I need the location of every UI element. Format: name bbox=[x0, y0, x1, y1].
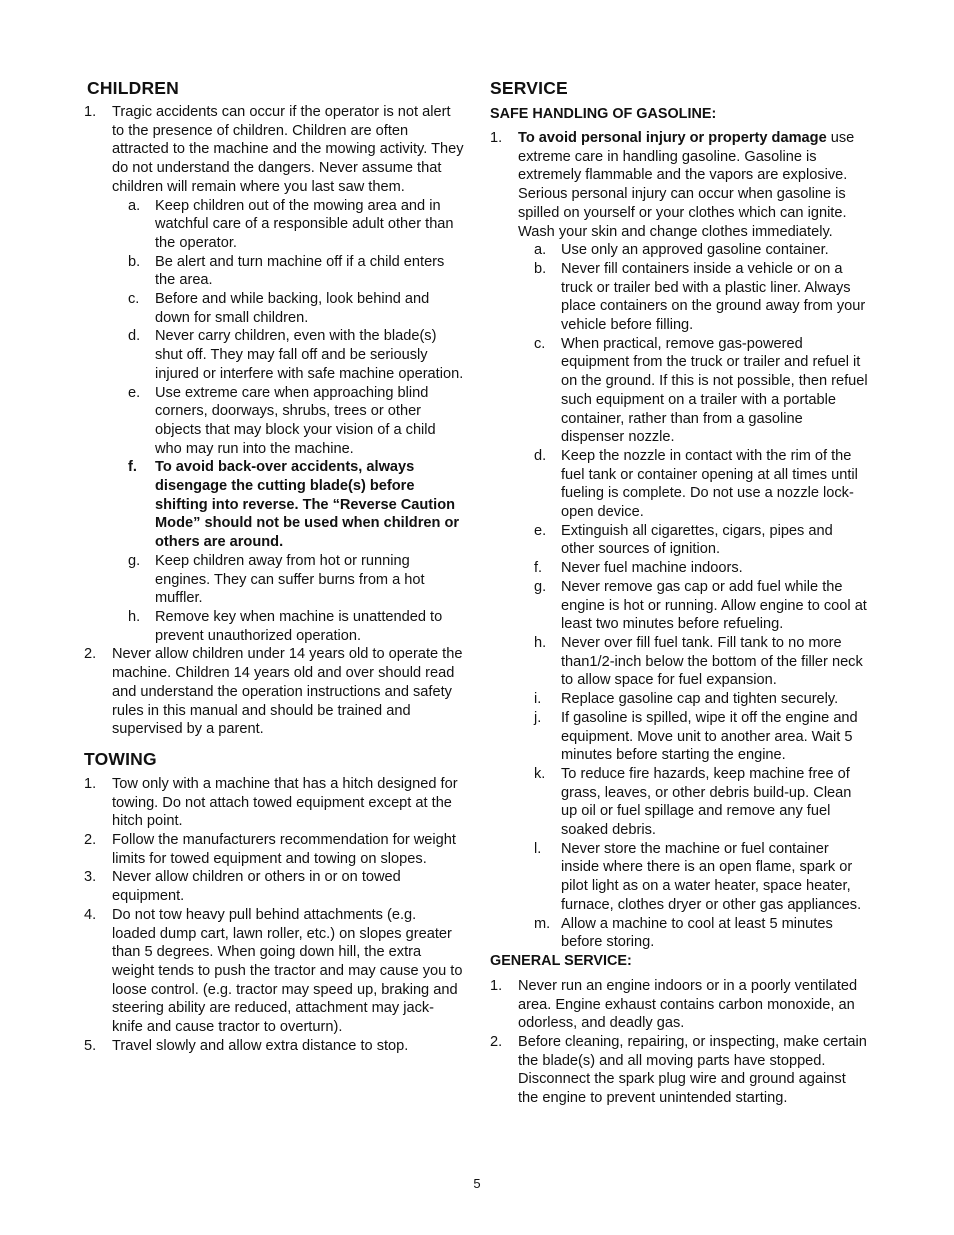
item-text: Do not tow heavy pull behind attachments (e.g. loaded dump cart, lawn roller, etc.) on slopes greater than 5 degrees. When going down hill, the extra weight tends to push the tractor and may cause you to loose control. (e.g. tractor may speed up, braking and steering ability are reduced, attachment may jack-knife and cause tractor to overturn). bbox=[112, 906, 463, 1036]
gasoline-subitem-j bbox=[490, 709, 870, 765]
subitem-letter: a. bbox=[534, 242, 547, 259]
subitem-text: Keep the nozzle in contact with the rim of the fuel tank or container opening at all times until fueling is complete. Do not use a nozzle lock-open device. bbox=[561, 447, 858, 521]
item-number: 1. bbox=[84, 775, 97, 792]
subitem-letter: e. bbox=[534, 522, 547, 539]
subitem-letter: g. bbox=[128, 552, 141, 569]
subitem-letter: a. bbox=[128, 197, 141, 214]
item-number: 3. bbox=[84, 869, 97, 886]
item-text: Travel slowly and allow extra distance to stop. bbox=[112, 1037, 409, 1054]
item-text: Tow only with a machine that has a hitch designed for towing. Do not attach towed equipment except at the hitch point. bbox=[112, 775, 458, 830]
item-number: 2. bbox=[84, 646, 97, 663]
right-column bbox=[490, 76, 870, 1108]
towing-heading: TOWING bbox=[84, 748, 157, 769]
subitem-letter: m. bbox=[534, 915, 551, 932]
item-text: Never run an engine indoors or in a poorly ventilated area. Engine exhaust contains carbon monoxide, an odorless, and deadly gas. bbox=[518, 977, 858, 1032]
children-subitem-e bbox=[84, 384, 464, 459]
subitem-letter: h. bbox=[128, 608, 141, 625]
children-heading: CHILDREN bbox=[87, 78, 180, 98]
subitem-text: When practical, remove gas-powered equipment from the truck or trailer and refuel it on the ground. If this is not possible, then refuel such equipment on a trailer with a portable container, rather than from a gasoline dispenser nozzle. bbox=[561, 335, 868, 446]
children-subitem-c bbox=[84, 290, 464, 327]
subitem-letter: f. bbox=[128, 459, 137, 476]
children-subitem-h bbox=[84, 608, 464, 645]
towing-item-4 bbox=[84, 906, 464, 1037]
towing-item-5 bbox=[84, 1037, 464, 1056]
children-subitem-g bbox=[84, 552, 464, 608]
gasoline-subitem-b bbox=[490, 260, 870, 335]
general-service-item-2 bbox=[490, 1033, 870, 1108]
subitem-letter: h. bbox=[534, 634, 547, 651]
subitem-text: Before and while backing, look behind and down for small children. bbox=[155, 291, 430, 326]
subitem-text: Use extreme care when approaching blind corners, doorways, shrubs, trees or other objects that may block your vision of a child who may run into the machine. bbox=[155, 384, 436, 457]
subitem-letter: d. bbox=[534, 447, 547, 464]
general-service-list bbox=[490, 977, 870, 1108]
item-number: 2. bbox=[490, 1034, 503, 1051]
towing-item-2 bbox=[84, 831, 464, 868]
children-list bbox=[84, 103, 464, 739]
gasoline-item-1 bbox=[490, 129, 870, 241]
towing-item-1 bbox=[84, 775, 464, 831]
subitem-text: Never fill containers inside a vehicle or on a truck or trailer bed with a plastic liner. Always place containers on the ground away from your vehicle before filling. bbox=[561, 260, 866, 334]
gasoline-list bbox=[490, 129, 870, 952]
subitem-text: Use only an approved gasoline container. bbox=[561, 242, 829, 259]
service-heading: SERVICE bbox=[490, 78, 568, 98]
gasoline-subitem-g bbox=[490, 578, 870, 634]
gasoline-subitem-m bbox=[490, 915, 870, 952]
towing-list bbox=[84, 775, 464, 1056]
subitem-text: Never store the machine or fuel container inside where there is an open flame, spark or pilot light as on a water heater, space heater, furnace, clothes dryer or other gas appliances. bbox=[561, 840, 862, 913]
item-text: Never allow children under 14 years old to operate the machine. Children 14 years old and over should read and understand the operation instructions and safety rules in this manual and should be trained and supervised by a parent. bbox=[112, 646, 463, 738]
subitem-text: Never remove gas cap or add fuel while the engine is hot or running. Allow engine to cool at least two minutes before refueling. bbox=[561, 578, 867, 633]
gasoline-subitem-e bbox=[490, 522, 870, 559]
gasoline-subitem-f bbox=[490, 559, 870, 578]
general-service-item-1 bbox=[490, 977, 870, 1033]
gasoline-subitem-h bbox=[490, 634, 870, 690]
item-text: Tragic accidents can occur if the operator is not alert to the presence of children. Children are often attracted to the machine and the mowing activity. They do not understand the dangers. Never assume that children will remain where you last saw them. bbox=[112, 104, 464, 195]
subitem-text: Remove key when machine is unattended to prevent unauthorized operation. bbox=[155, 608, 443, 644]
gasoline-subitem-k bbox=[490, 765, 870, 840]
item-number: 1. bbox=[490, 977, 503, 994]
subitem-text: Keep children out of the mowing area and in watchful care of a responsible adult other than the operator. bbox=[155, 197, 454, 251]
children-subitem-f-warning bbox=[84, 458, 464, 552]
children-item-1 bbox=[84, 103, 464, 197]
gasoline-subitem-d bbox=[490, 447, 870, 522]
item-number: 5. bbox=[84, 1037, 97, 1054]
subitem-letter: j. bbox=[534, 709, 542, 726]
subitem-letter: l. bbox=[534, 840, 542, 857]
children-subitem-b bbox=[84, 253, 464, 290]
general-service-heading: GENERAL SERVICE: bbox=[490, 952, 632, 969]
item-text: Follow the manufacturers recommendation for weight limits for towed equipment and towing on slopes. bbox=[112, 832, 456, 867]
subitem-text: Keep children away from hot or running engines. They can suffer burns from a hot muffler. bbox=[155, 552, 425, 607]
subitem-text: To avoid back-over accidents, always disengage the cutting blade(s) before shifting into reverse. The “Reverse Caution Mode” should not be used when children or others are around. bbox=[155, 459, 460, 551]
gasoline-subitem-l bbox=[490, 840, 870, 915]
subitem-text: If gasoline is spilled, wipe it off the engine and equipment. Move unit to another area. Wait 5 minutes before starting the engine. bbox=[561, 709, 858, 764]
subitem-letter: b. bbox=[128, 253, 141, 270]
item-number: 4. bbox=[84, 906, 97, 923]
item-text: use extreme care in handling gasoline. Gasoline is extremely flammable and the vapors are explosive. Serious personal injury can occur when gasoline is spilled on yourself or your clothes which can ignite. Wash your skin and change clothes immediately. bbox=[518, 130, 855, 240]
subitem-letter: c. bbox=[534, 335, 546, 352]
subitem-letter: g. bbox=[534, 578, 547, 595]
subitem-text: Be alert and turn machine off if a child enters the area. bbox=[155, 253, 445, 289]
item-number: 1. bbox=[490, 130, 503, 146]
children-subitem-a bbox=[84, 197, 464, 253]
gasoline-heading: SAFE HANDLING OF GASOLINE: bbox=[490, 106, 717, 122]
left-column bbox=[84, 76, 464, 1055]
subitem-text: Allow a machine to cool at least 5 minutes before storing. bbox=[561, 915, 833, 951]
page-number: 5 bbox=[473, 1176, 481, 1191]
subitem-letter: e. bbox=[128, 384, 141, 401]
subitem-text: Never fuel machine indoors. bbox=[561, 560, 743, 577]
subitem-letter: i. bbox=[534, 691, 542, 708]
towing-item-3 bbox=[84, 868, 464, 905]
children-item-2 bbox=[84, 645, 464, 739]
subitem-letter: k. bbox=[534, 765, 546, 782]
gasoline-subitem-i bbox=[490, 690, 870, 709]
item-text: Before cleaning, repairing, or inspecting, make certain the blade(s) and all moving parts have stopped. Disconnect the spark plug wire and ground against the engine to prevent unintended starting. bbox=[518, 1034, 867, 1107]
subitem-text: Extinguish all cigarettes, cigars, pipes and other sources of ignition. bbox=[561, 522, 833, 558]
subitem-letter: f. bbox=[534, 560, 543, 577]
item-text: Never allow children or others in or on towed equipment. bbox=[112, 869, 401, 905]
subitem-text: Never carry children, even with the blade(s) shut off. They may fall off and be seriously injured or interfere with safe machine operation. bbox=[155, 328, 464, 382]
subitem-letter: d. bbox=[128, 328, 141, 345]
children-subitem-d bbox=[84, 327, 464, 383]
subitem-text: To reduce fire hazards, keep machine free of grass, leaves, or other debris build-up. Clean up oil or fuel spillage and remove any fuel soaked debris. bbox=[561, 765, 852, 839]
gasoline-subitem-c bbox=[490, 335, 870, 447]
item-number: 1. bbox=[84, 104, 97, 120]
subitem-letter: b. bbox=[534, 260, 547, 277]
subitem-letter: c. bbox=[128, 291, 140, 308]
gasoline-subitem-a bbox=[490, 241, 870, 260]
subitem-text: Replace gasoline cap and tighten securely. bbox=[561, 691, 839, 708]
item-number: 2. bbox=[84, 832, 97, 849]
subitem-text: Never over fill fuel tank. Fill tank to no more than1/2-inch below the bottom of the filler neck to allow space for fuel expansion. bbox=[561, 634, 863, 689]
item-bold-lead: To avoid personal injury or property damage bbox=[518, 130, 827, 146]
